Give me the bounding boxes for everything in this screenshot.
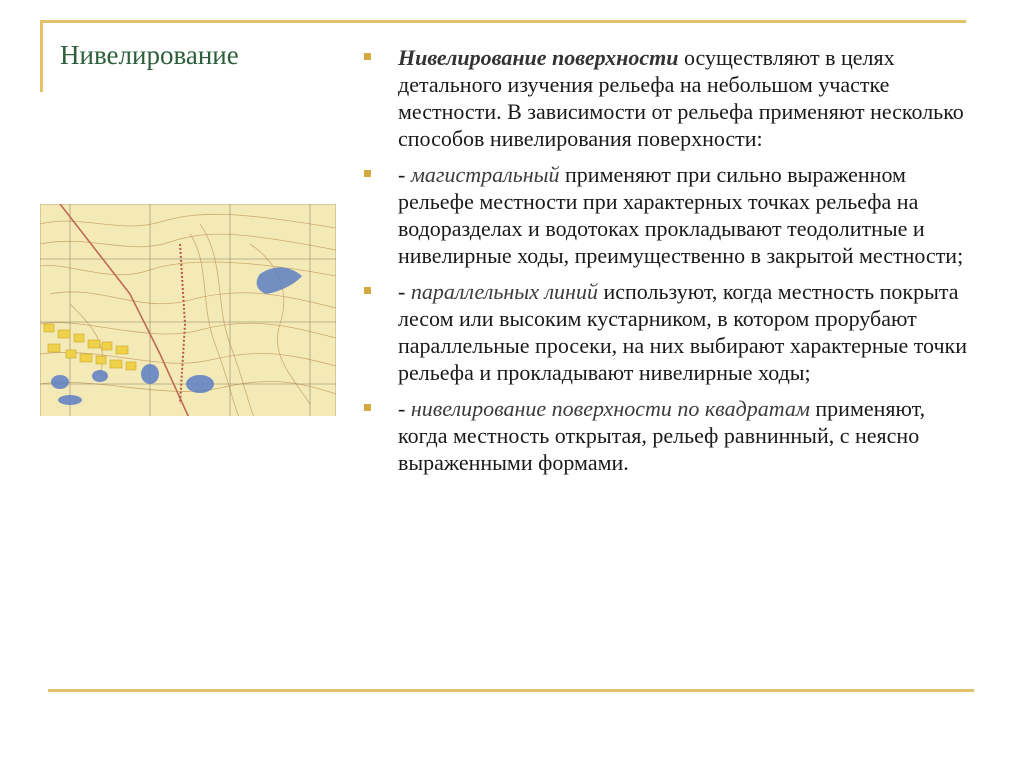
map-footer-strip [40,416,336,426]
bullet-prefix: - [398,279,411,304]
bullet-text: используют, когда местность покрыта лесом или высоким кустарником, в котором прорубают параллельные просеки, на них выбирают характерные точки рельефа и прокладывают нивелирные ходы; [398,279,967,385]
bullet-text: применяют, когда местность открытая, рельеф равнинный, с неясно выраженными формами. [398,396,926,475]
text-content [362,44,972,485]
bullet-squares [362,395,972,476]
bullet-square-icon [364,404,371,411]
bullet-text: применяют при сильно выраженном рельефе местности при характерных точках рельефа на водоразделах и водотоках прокладывают теодолитные и нивелирные ходы, преимущественно в закрытой местности; [398,162,964,268]
bullet-prefix: - [398,162,411,187]
topographic-map-image [40,204,336,426]
bullet-text: осуществляют в целях детального изучения рельефа на небольшом участке местности. В зависимости от рельефа применяют несколько способов нивелирования поверхности: [398,45,964,151]
bullet-term: магистральный [410,162,560,187]
bullet-square-icon [364,287,371,294]
bullet-lead-term: Нивелирование поверхности [398,45,679,70]
slide-title: Нивелирование [60,40,239,70]
bullet-term: нивелирование поверхности по квадратам [410,396,810,421]
bullet-square-icon [364,53,371,60]
top-rule [40,20,966,23]
bottom-rule [48,689,974,692]
bullet-prefix: - [398,396,411,421]
bullet-intro [362,44,972,152]
bullet-term: параллельных линий [410,279,598,304]
bullet-square-icon [364,170,371,177]
bullet-magistral [362,161,972,269]
bullet-parallel-lines [362,278,972,386]
left-rule [40,20,43,92]
